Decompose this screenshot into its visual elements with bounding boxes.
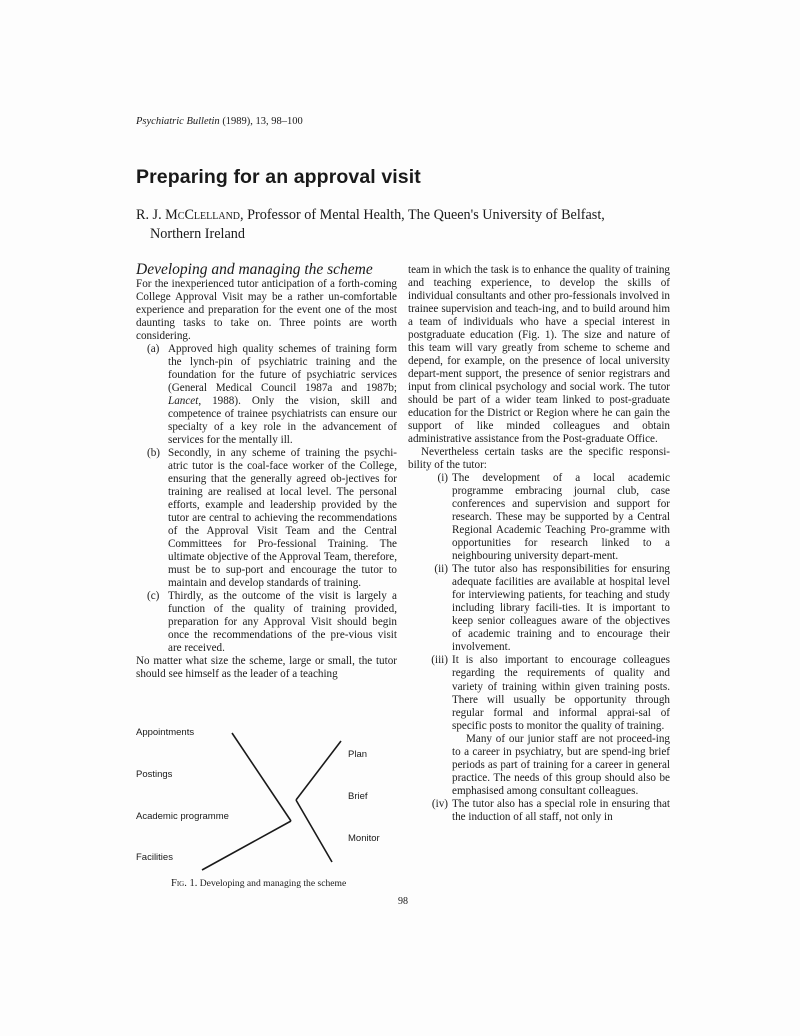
task-text: The tutor also has a special role in ensuring that the induction of all staff, not only in: [452, 797, 670, 823]
continuation-paragraph: team in which the task is to enhance the quality of training and teaching experience, to develop the skills of individual consultants and other pro-fessionals involved in trainee supervision and teach-ing, and to build around him a team of individuals who have a special interest in postgraduate education (Fig. 1). The size and nature of this team will vary greatly from scheme to scheme and depend, for example, on the presence of local university depart-ment support, the presence of senior registrars and input from clinical psychology and social work. The tutor should be part of a wider team linked to post-graduate education for the District or Region where he can gain the support of like minded colleagues and obtain administrative assistance from the Post-graduate Office.: [408, 264, 670, 446]
label-facilities: Facilities: [136, 852, 173, 863]
author-affiliation: [136, 206, 696, 244]
journal-citation: [136, 116, 303, 127]
task-iv: [408, 798, 670, 824]
point-label: (a): [147, 343, 160, 356]
affiliation-line-2: Northern Ireland: [150, 226, 245, 242]
caption-text: Developing and managing the scheme: [197, 878, 347, 889]
label-appointments: Appointments: [136, 727, 195, 738]
figure-1: [136, 720, 406, 895]
label-monitor: Monitor: [348, 833, 380, 844]
task-label: (i): [437, 472, 448, 485]
point-b: [136, 447, 397, 590]
task-label: (iv): [431, 797, 448, 810]
point-a: [136, 343, 397, 447]
task-extra: Many of our junior staff are not proceed-ing to a career in psychiatry, but are spend-ing brief periods as part of training for a career in general practice. The needs of this group should also be emphasised among consultant colleagues.: [452, 732, 670, 797]
task-text: The tutor also has responsibilities for ensuring adequate facilities are available at hospital level for interviewing patients, for teaching and study including library facili-ties. It is important to keep senior colleagues aware of the objectives of academic training and to encourage their involvement.: [452, 563, 670, 654]
diagram-line-upper-right: [296, 741, 341, 800]
point-text-end: , 1988). Only the vision, skill and competence of trainee psychiatrists can ensure our specialty of a key role in the advancement of services for the mentally ill.: [168, 395, 397, 447]
author-surname: McClelland: [165, 207, 241, 223]
figure-caption: [171, 878, 346, 889]
task-i: [408, 472, 670, 563]
label-postings: Postings: [136, 769, 173, 780]
nevertheless-paragraph: Nevertheless certain tasks are the specific responsi-bility of the tutor:: [408, 446, 670, 472]
point-text: Approved high quality schemes of training form the lynch-pin of psychiatric training and the foundation for the future of psychiatric services (General Medical Council 1987a and 1987b;: [168, 343, 397, 395]
label-academic-programme: Academic programme: [136, 811, 229, 822]
page-number: 98: [398, 896, 408, 907]
task-label: (ii): [434, 563, 448, 576]
point-italic: Lancet: [168, 395, 199, 408]
task-text: It is also important to encourage colleagues regarding the requirements of quality and variety of training within given training posts. There will usually be opportunity through regular formal and informal apprai-sal of specific posts to monitor the quality of training.: [452, 654, 670, 732]
point-text: Thirdly, as the outcome of the visit is largely a function of the quality of training provided, preparation for any Approval Visit should begin once the recommendations of the pre-vious visit are received.: [168, 590, 397, 655]
task-label: (iii): [431, 654, 448, 667]
point-label: (c): [147, 590, 160, 603]
journal-name: Psychiatric Bulletin: [136, 116, 220, 127]
right-column: [408, 264, 670, 824]
volume-pages: (1989), 13, 98–100: [222, 116, 303, 127]
task-iii: [408, 654, 670, 797]
article-title: Preparing for an approval visit: [136, 166, 421, 188]
figure-diagram: [136, 720, 406, 895]
diagram-line-lower-right: [296, 800, 332, 862]
section-heading: Developing and managing the scheme: [136, 261, 373, 278]
point-label: (b): [147, 447, 160, 460]
point-c: [136, 590, 397, 655]
diagram-line-upper-left: [232, 733, 291, 821]
diagram-line-lower-left: [202, 821, 291, 870]
left-column: [136, 262, 397, 681]
label-plan: Plan: [348, 749, 368, 760]
task-text: The development of a local academic programme embracing journal club, case conferences and supervision and support for research. These may be supported by a Central Regional Academic Teaching Pro-gramme with opportunities for research linked to a neighbouring university depart-ment.: [452, 472, 670, 563]
caption-prefix: Fig. 1.: [171, 878, 198, 889]
label-brief: Brief: [348, 791, 368, 802]
affiliation-line-1: , Professor of Mental Health, The Queen's University of Belfast,: [240, 207, 605, 223]
task-ii: [408, 563, 670, 654]
closing-paragraph: No matter what size the scheme, large or small, the tutor should see himself as the leader of a teaching: [136, 655, 397, 681]
point-text: Secondly, in any scheme of training the psychi-atric tutor is the coal-face worker of the College, ensuring that the generally agreed ob-jectives for training are realised at local level. The personal efforts, example and leadership provided by the tutor are central to achieving the recommendations of the Approval Visit Team and the Central Committees for Pro-fessional Training. The ultimate objective of the Approval Team, therefore, must be to sup-port and encourage the tutor to maintain and develop standards of training.: [168, 447, 397, 590]
intro-paragraph: For the inexperienced tutor anticipation of a forth-coming College Approval Visit may be a rather un-comfortable experience and preparation for the event one of the most daunting tasks to take on. Three points are worth considering.: [136, 278, 397, 343]
author-initials: R. J.: [136, 207, 166, 223]
